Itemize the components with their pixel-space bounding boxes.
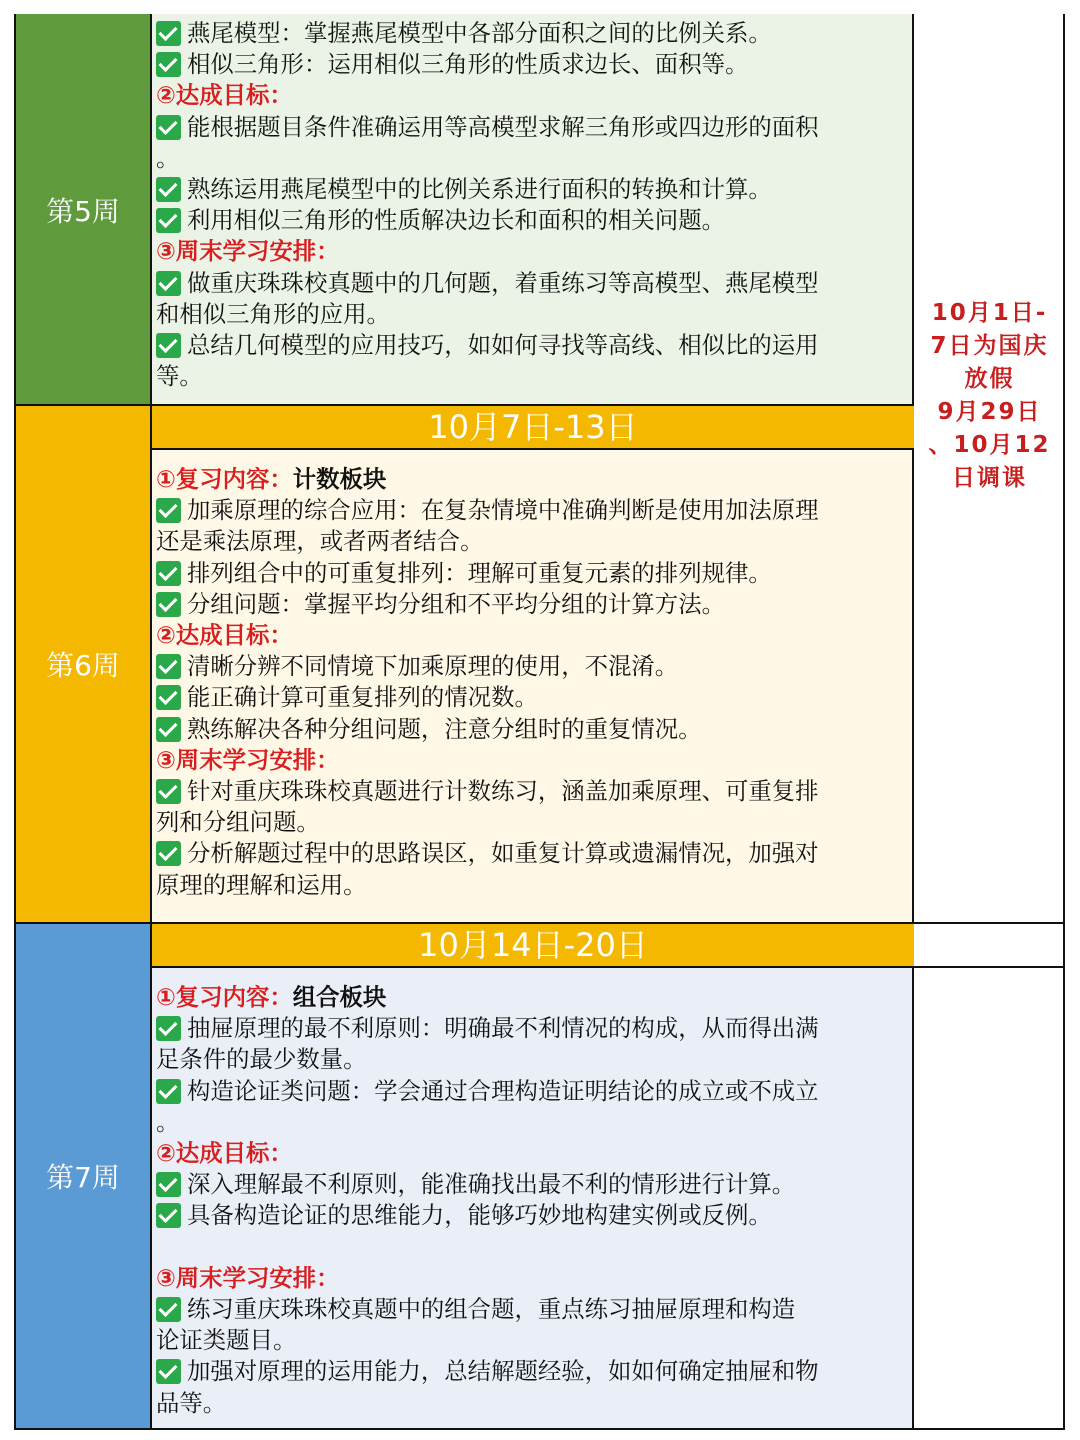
list-item: 抽屉原理的最不利原则：明确最不利情况的构成，从而得出满	[156, 1013, 908, 1044]
checkbox-icon	[156, 654, 181, 679]
checkbox-icon	[156, 1203, 181, 1228]
checkbox-icon	[156, 52, 181, 77]
section-heading: ③周末学习安排：	[156, 237, 340, 266]
notes-cell	[914, 14, 1065, 922]
checkbox-icon	[156, 1172, 181, 1197]
list-item: 熟练解决各种分组问题，注意分组时的重复情况。	[156, 714, 908, 745]
list-item: 熟练运用燕尾模型中的比例关系进行面积的转换和计算。	[156, 174, 908, 205]
list-item: 加乘原理的综合应用：在复杂情境中准确判断是使用加法原理	[156, 495, 908, 526]
checkbox-icon	[156, 333, 181, 358]
list-item: 深入理解最不利原则，能准确找出最不利的情形进行计算。	[156, 1169, 908, 1200]
week-5-content-cell	[152, 14, 914, 405]
section-heading: ②达成目标：	[156, 621, 293, 650]
section-heading: ③周末学习安排：	[156, 745, 340, 774]
list-item: 能正确计算可重复排列的情况数。	[156, 682, 908, 713]
week-5-label: 第5周	[16, 14, 152, 405]
checkbox-icon	[156, 717, 181, 742]
list-item: 清晰分辨不同情境下加乘原理的使用，不混淆。	[156, 651, 908, 682]
list-item-continuation: 论证类题目。	[156, 1326, 297, 1355]
checkbox-icon	[156, 271, 181, 296]
list-item: 总结几何模型的应用技巧，如如何寻找等高线、相似比的运用	[156, 330, 908, 361]
list-item-continuation: 足条件的最少数量。	[156, 1045, 367, 1074]
checkbox-icon	[156, 1016, 181, 1041]
section-heading: ①复习内容：计数板块	[156, 465, 387, 493]
list-item: 练习重庆珠珠校真题中的组合题，重点练习抽屉原理和构造	[156, 1294, 908, 1325]
list-item: 加强对原理的运用能力，总结解题经验，如如何确定抽屉和物	[156, 1356, 908, 1387]
checkbox-icon	[156, 1359, 181, 1384]
week-7-content-cell	[152, 968, 914, 1428]
checkbox-icon	[156, 592, 181, 617]
list-item: 相似三角形：运用相似三角形的性质求边长、面积等。	[156, 49, 908, 80]
list-item: 能根据题目条件准确运用等高模型求解三角形或四边形的面积	[156, 112, 908, 143]
checkbox-icon	[156, 21, 181, 46]
list-item-continuation: 。	[156, 143, 180, 172]
checkbox-icon	[156, 208, 181, 233]
week-6-date-range: 10月7日-13日	[152, 406, 914, 448]
list-item-continuation: 。	[156, 1107, 180, 1136]
schedule-table	[14, 14, 1065, 1430]
notes-cell-empty	[914, 924, 1065, 1428]
checkbox-icon	[156, 779, 181, 804]
section-heading: ②达成目标：	[156, 81, 293, 110]
checkbox-icon	[156, 177, 181, 202]
list-item: 做重庆珠珠校真题中的几何题，着重练习等高模型、燕尾模型	[156, 268, 908, 299]
holiday-note: 10月1日- 7日为国庆 放假 9月29日 、10月12 日调课	[928, 300, 1051, 491]
week-7-date-range: 10月14日-20日	[152, 924, 914, 966]
list-item: 针对重庆珠珠校真题进行计数练习，涵盖加乘原理、可重复排	[156, 776, 908, 807]
checkbox-icon	[156, 685, 181, 710]
section-heading: ①复习内容：组合板块	[156, 983, 387, 1011]
checkbox-icon	[156, 1297, 181, 1322]
list-item-continuation: 和相似三角形的应用。	[156, 299, 390, 328]
section-heading: ②达成目标：	[156, 1139, 293, 1168]
week-6-content-cell	[152, 450, 914, 922]
checkbox-icon	[156, 1079, 181, 1104]
section-heading: ③周末学习安排：	[156, 1263, 340, 1292]
list-item-continuation: 等。	[156, 362, 203, 391]
list-item-continuation: 品等。	[156, 1388, 227, 1417]
week-6-label: 第6周	[16, 406, 152, 922]
list-item-continuation: 原理的理解和运用。	[156, 870, 367, 899]
list-item-continuation: 还是乘法原理，或者两者结合。	[156, 527, 484, 556]
list-item: 燕尾模型：掌握燕尾模型中各部分面积之间的比例关系。	[156, 18, 908, 49]
week-7-label: 第7周	[16, 924, 152, 1428]
blank-line	[156, 1232, 908, 1263]
list-item: 排列组合中的可重复排列：理解可重复元素的排列规律。	[156, 558, 908, 589]
list-item: 分析解题过程中的思路误区，如重复计算或遗漏情况，加强对	[156, 838, 908, 869]
list-item-continuation: 列和分组问题。	[156, 808, 320, 837]
checkbox-icon	[156, 841, 181, 866]
checkbox-icon	[156, 115, 181, 140]
list-item: 分组问题：掌握平均分组和不平均分组的计算方法。	[156, 589, 908, 620]
list-item: 具备构造论证的思维能力，能够巧妙地构建实例或反例。	[156, 1200, 908, 1231]
list-item: 构造论证类问题：学会通过合理构造证明结论的成立或不成立	[156, 1076, 908, 1107]
checkbox-icon	[156, 498, 181, 523]
checkbox-icon	[156, 561, 181, 586]
list-item: 利用相似三角形的性质解决边长和面积的相关问题。	[156, 205, 908, 236]
